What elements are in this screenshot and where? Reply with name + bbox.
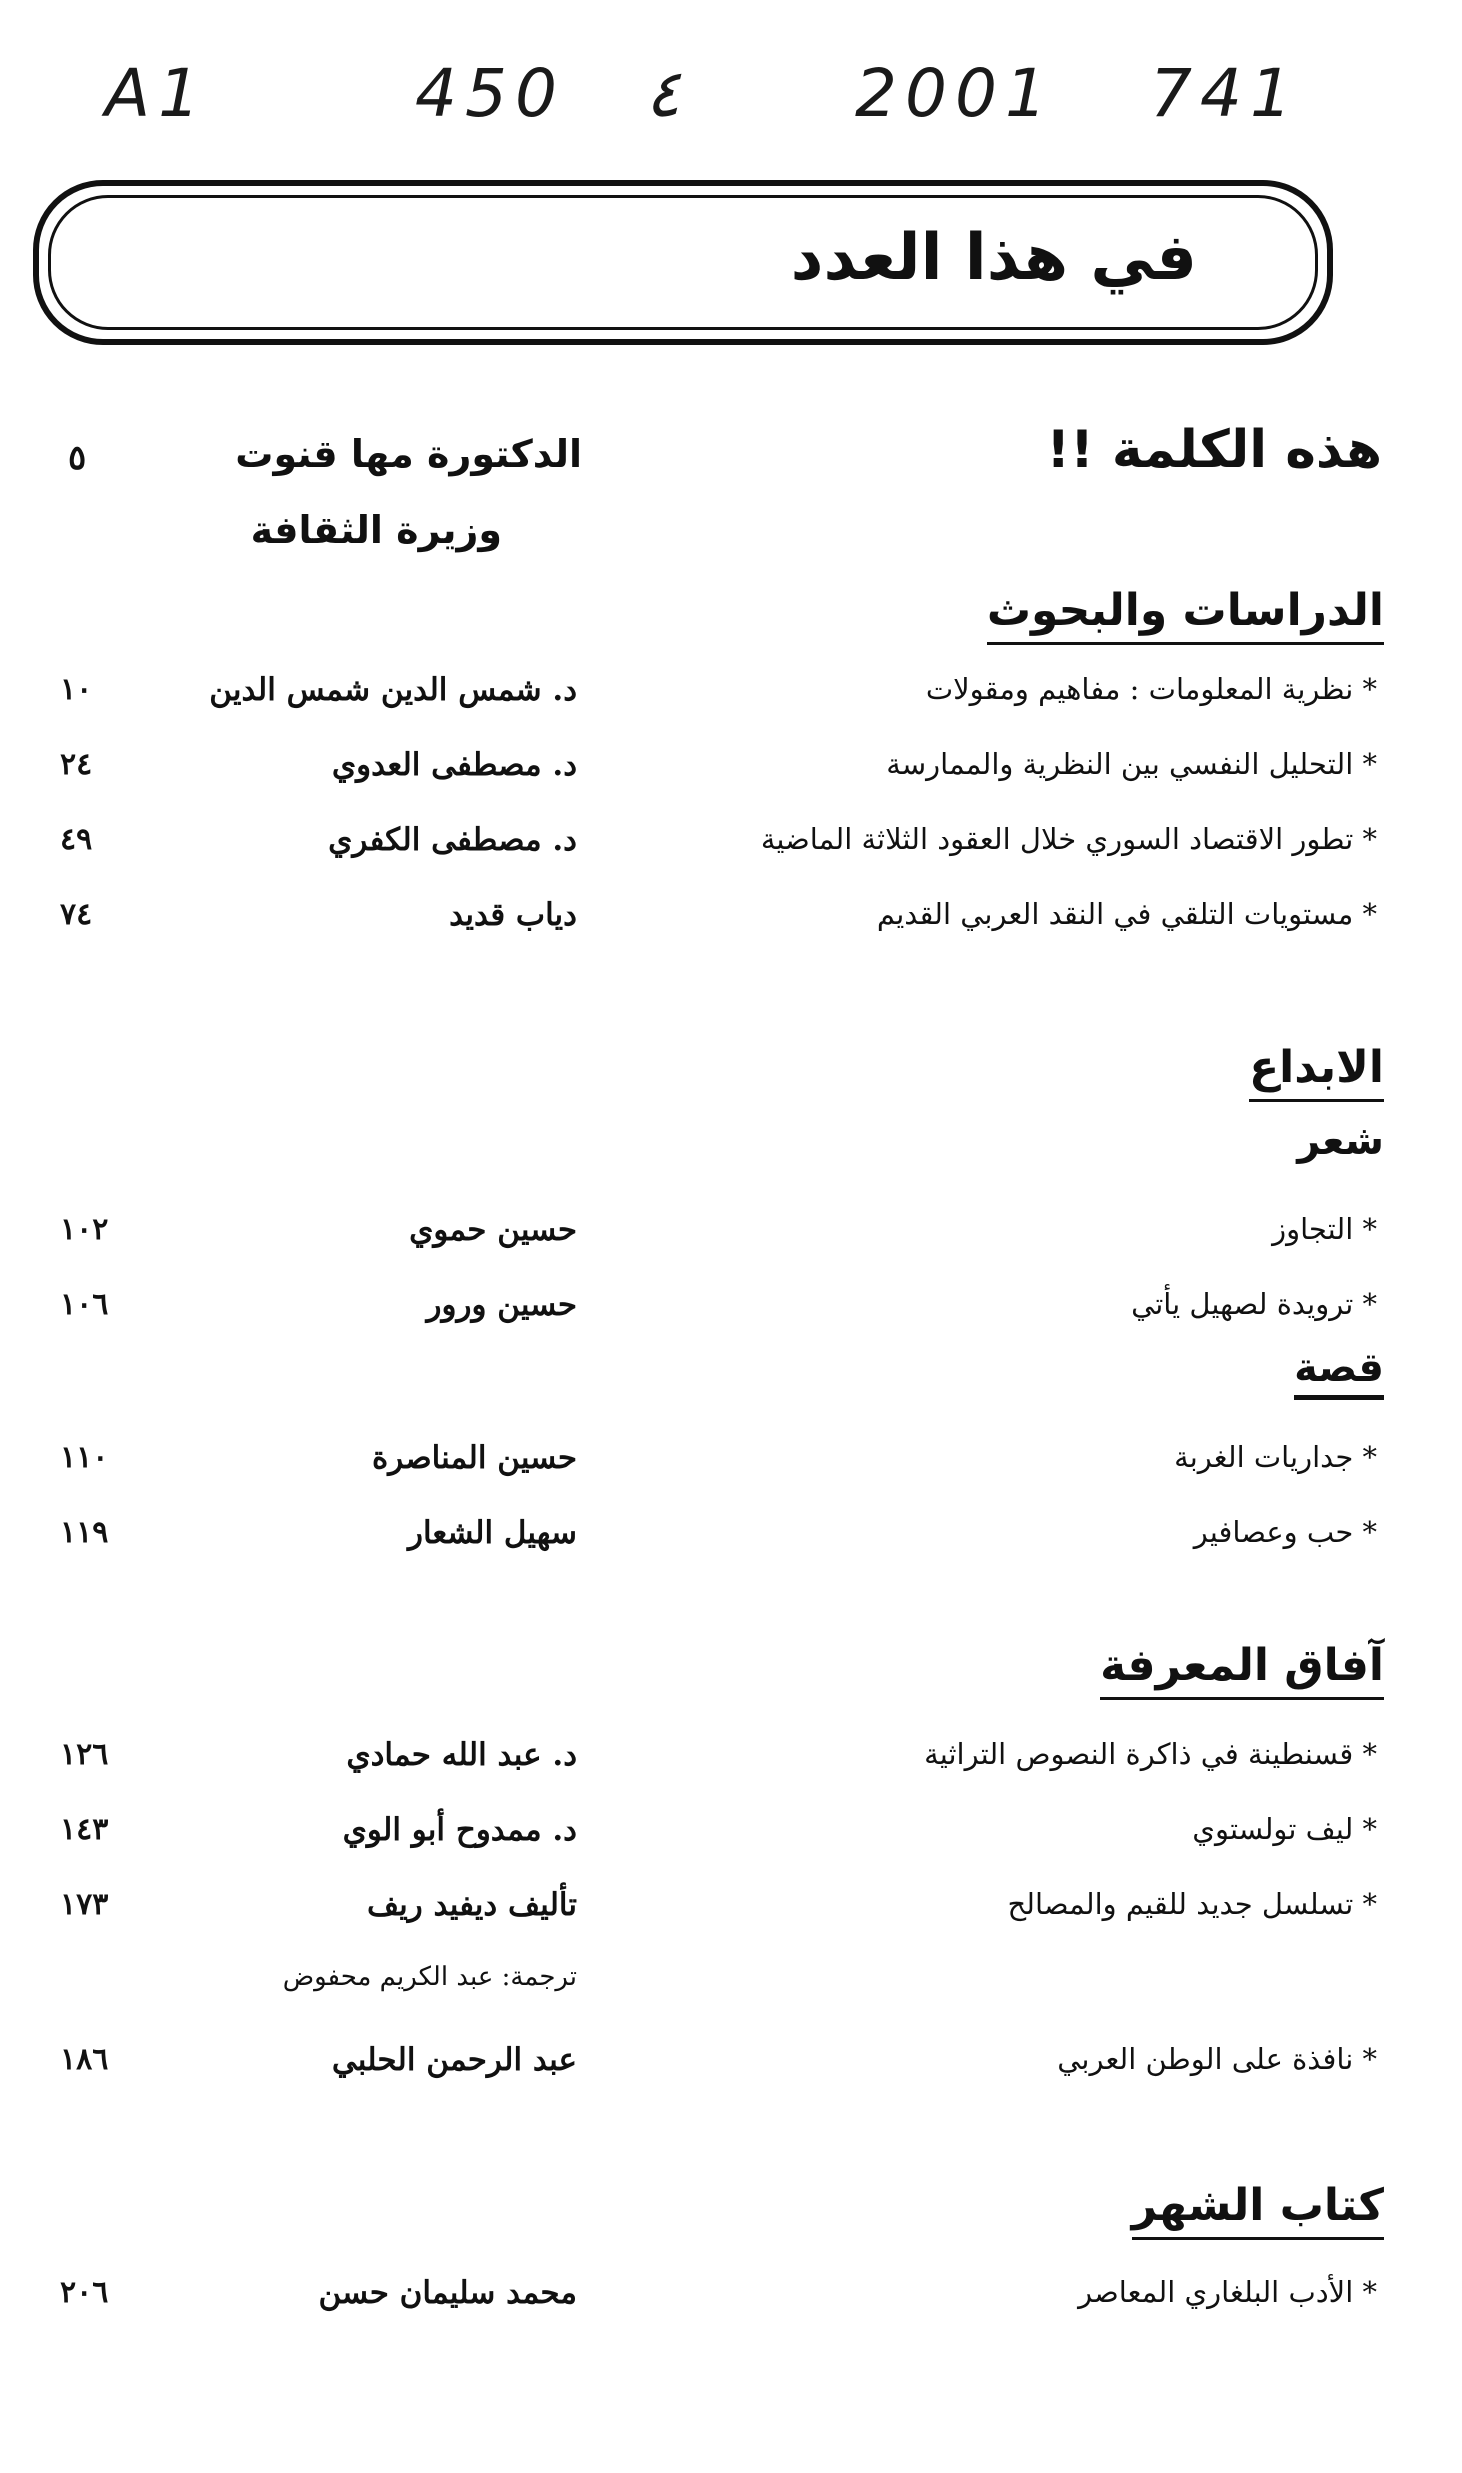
entry-title: * قسنطينة في ذاكرة النصوص التراثية	[924, 1737, 1377, 1771]
entry-author: حسين حموي	[409, 1212, 577, 1248]
toc-entry	[0, 1287, 1462, 1337]
toc-entry-note	[0, 1962, 1462, 2012]
toc-entry	[0, 747, 1462, 797]
entry-page: ١٠	[60, 672, 93, 707]
entry-page: ٧٤	[60, 897, 93, 932]
entry-page: ١١٩	[60, 1515, 109, 1550]
entry-page: ٢٠٦	[60, 2275, 109, 2310]
entry-author: حسين المناصرة	[371, 1440, 577, 1476]
entry-page: ٤٩	[60, 822, 93, 857]
entry-title: * نافذة على الوطن العربي	[1057, 2042, 1377, 2076]
hand-ref: 741	[1150, 55, 1300, 132]
hand-number: 450	[415, 55, 565, 132]
entry-page: ١٤٣	[60, 1812, 109, 1847]
subsection-heading-story: قصة	[1294, 1345, 1384, 1400]
toc-entry	[0, 1440, 1462, 1490]
entry-author: د. ممدوح أبو الوي	[342, 1812, 577, 1848]
entry-page: ١٠٦	[60, 1287, 109, 1322]
entry-author: عبد الرحمن الحلبي	[331, 2042, 577, 2078]
entry-author: د. شمس الدين شمس الدين	[209, 672, 577, 708]
hand-year: 2001	[855, 55, 1055, 132]
entry-page: ٢٤	[60, 747, 93, 782]
handwritten-reference	[0, 55, 1462, 145]
section-heading-horizons: آفاق المعرفة	[1100, 1640, 1384, 1700]
entry-page: ١٧٣	[60, 1887, 109, 1922]
entry-author: د. مصطفى الكفري	[328, 822, 577, 858]
entry-author: سهيل الشعار	[408, 1515, 577, 1551]
entry-author: حسين ورور	[426, 1287, 577, 1323]
subsection-heading-poetry: شعر	[1297, 1118, 1384, 1164]
toc-entry	[0, 897, 1462, 947]
entry-title: * التجاوز	[1272, 1212, 1377, 1246]
editorial-heading: هذه الكلمة !!	[1046, 420, 1382, 480]
entry-page: ١٨٦	[60, 2042, 109, 2077]
entry-author: د. عبد الله حمادي	[346, 1737, 577, 1773]
entry-title: * تطور الاقتصاد السوري خلال العقود الثلاثة الماضية	[760, 822, 1377, 856]
entry-title: * ليف تولستوي	[1192, 1812, 1377, 1846]
entry-page: ١١٠	[60, 1440, 109, 1475]
entry-title: * التحليل النفسي بين النظرية والممارسة	[886, 747, 1377, 781]
entry-page: ١٢٦	[60, 1737, 109, 1772]
title-frame	[33, 180, 1333, 345]
entry-author: محمد سليمان حسن	[318, 2275, 577, 2311]
entry-title: * الأدب البلغاري المعاصر	[1078, 2275, 1377, 2309]
toc-entry	[0, 1515, 1462, 1565]
section-heading-book-of-month: كتاب الشهر	[1132, 2180, 1384, 2240]
entry-page: ١٠٢	[60, 1212, 109, 1247]
entry-author: دياب قديد	[449, 897, 577, 933]
editorial-page: ٥	[68, 438, 87, 478]
toc-entry	[0, 1812, 1462, 1862]
hand-issue: ٤	[645, 55, 681, 132]
toc-entry	[0, 672, 1462, 722]
entry-author: تأليف ديفيد ريف	[367, 1887, 577, 1923]
entry-title: * جداريات الغربة	[1174, 1440, 1377, 1474]
toc-entry	[0, 1737, 1462, 1787]
entry-title: * نظرية المعلومات : مفاهيم ومقولات	[925, 672, 1377, 706]
editorial-author: الدكتورة مها قنوت	[235, 432, 582, 476]
toc-entry	[0, 1212, 1462, 1262]
entry-title: * حب وعصافير	[1193, 1515, 1377, 1549]
toc-entry	[0, 1887, 1462, 1937]
toc-entry	[0, 2042, 1462, 2092]
section-heading-creativity: الابداع	[1249, 1042, 1384, 1102]
section-heading-studies: الدراسات والبحوث	[987, 585, 1384, 645]
toc-entry	[0, 822, 1462, 872]
entry-author: د. مصطفى العدوي	[331, 747, 577, 783]
hand-code: A1	[105, 55, 209, 132]
entry-translator: ترجمة: عبد الكريم محفوض	[282, 1962, 577, 1992]
entry-title: * تسلسل جديد للقيم والمصالح	[1007, 1887, 1377, 1921]
entry-title: * مستويات التلقي في النقد العربي القديم	[876, 897, 1377, 931]
editorial-author-role: وزيرة الثقافة	[250, 508, 502, 552]
page-title: في هذا العدد	[790, 221, 1197, 295]
toc-entry	[0, 2275, 1462, 2325]
entry-title: * ترويدة لصهيل يأتي	[1131, 1287, 1377, 1321]
